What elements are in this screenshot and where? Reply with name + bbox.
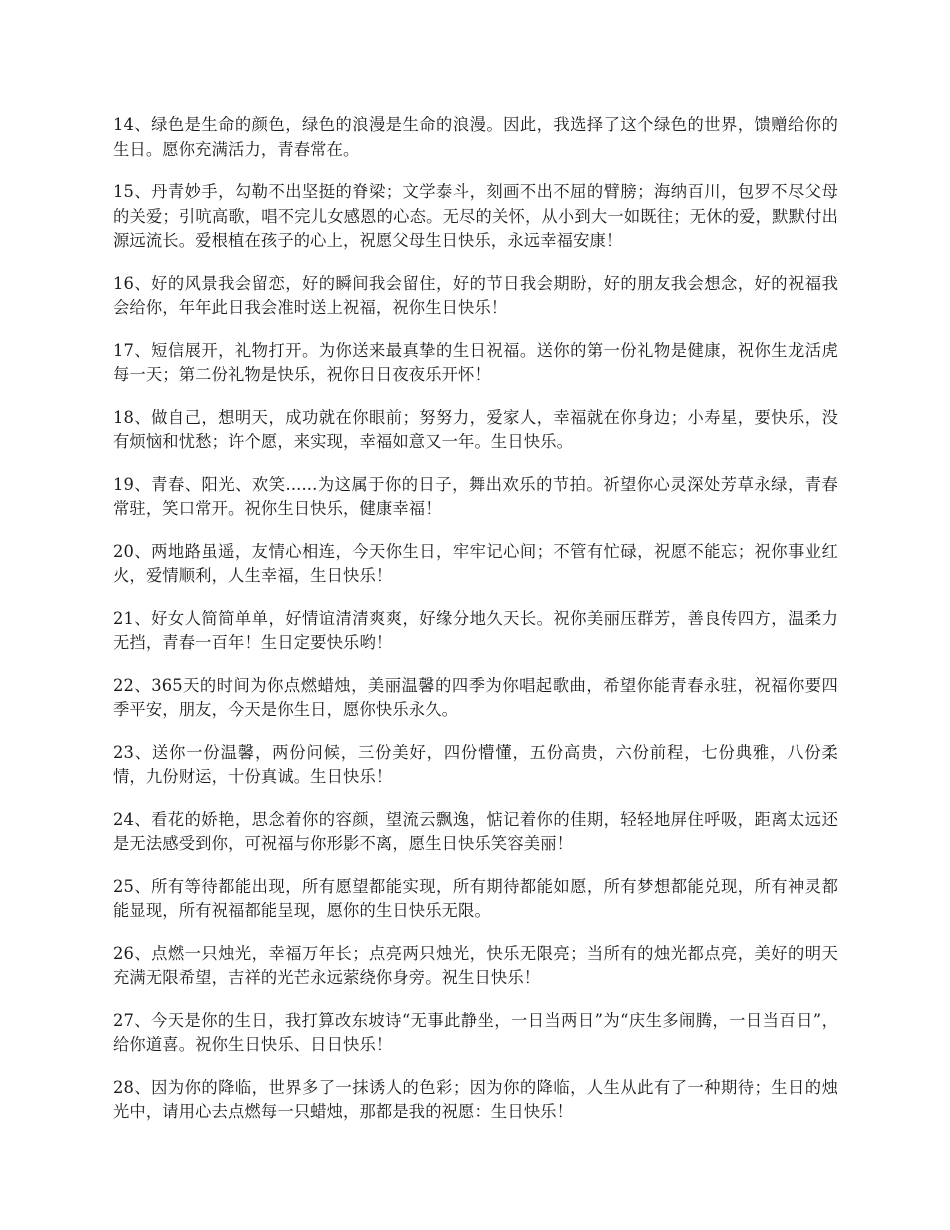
paragraph-26: 26、点燃一只烛光，幸福万年长；点亮两只烛光，快乐无限亮；当所有的烛光都点亮，美好的明天充满无限希望，吉祥的光芒永远萦绕你身旁。祝生日快乐！ bbox=[113, 943, 838, 987]
paragraph-20: 20、两地路虽遥，友情心相连，今天你生日，牢牢记心间；不管有忙碌，祝愿不能忘；祝你事业红火，爱情顺利，人生幸福，生日快乐！ bbox=[113, 541, 838, 585]
paragraph-16: 16、好的风景我会留恋，好的瞬间我会留住，好的节日我会期盼，好的朋友我会想念，好的祝福我会给你，年年此日我会准时送上祝福，祝你生日快乐！ bbox=[113, 273, 838, 317]
paragraph-25: 25、所有等待都能出现，所有愿望都能实现，所有期待都能如愿，所有梦想都能兑现，所有神灵都能显现，所有祝福都能呈现，愿你的生日快乐无限。 bbox=[113, 876, 838, 920]
paragraph-21: 21、好女人简简单单，好情谊清清爽爽，好缘分地久天长。祝你美丽压群芳，善良传四方，温柔力无挡，青春一百年！生日定要快乐哟！ bbox=[113, 608, 838, 652]
paragraph-23: 23、送你一份温馨，两份问候，三份美好，四份懵懂，五份高贵，六份前程，七份典雅，八份柔情，九份财运，十份真诚。生日快乐！ bbox=[113, 742, 838, 786]
paragraph-24: 24、看花的娇艳，思念着你的容颜，望流云飘逸，惦记着你的佳期，轻轻地屏住呼吸，距离太远还是无法感受到你，可祝福与你形影不离，愿生日快乐笑容美丽！ bbox=[113, 809, 838, 853]
paragraph-17: 17、短信展开，礼物打开。为你送来最真挚的生日祝福。送你的第一份礼物是健康，祝你生龙活虎每一天；第二份礼物是快乐，祝你日日夜夜乐开怀！ bbox=[113, 340, 838, 384]
paragraph-19: 19、青春、阳光、欢笑......为这属于你的日子，舞出欢乐的节拍。祈望你心灵深处芳草永绿，青春常驻，笑口常开。祝你生日快乐，健康幸福！ bbox=[113, 474, 838, 518]
paragraph-18: 18、做自己，想明天，成功就在你眼前；努努力，爱家人，幸福就在你身边；小寿星，要快乐，没有烦恼和忧愁；许个愿，来实现，幸福如意又一年。生日快乐。 bbox=[113, 407, 838, 451]
paragraph-15: 15、丹青妙手，勾勒不出坚挺的脊梁；文学泰斗，刻画不出不屈的臂膀；海纳百川，包罗不尽父母的关爱；引吭高歌，唱不完儿女感恩的心态。无尽的关怀，从小到大一如既往；无休的爱，默默付出源远流长。爱根植在孩子的心上，祝愿父母生日快乐，永远幸福安康！ bbox=[113, 182, 838, 250]
paragraph-22: 22、365天的时间为你点燃蜡烛，美丽温馨的四季为你唱起歌曲，希望你能青春永驻，祝福你要四季平安，朋友，今天是你生日，愿你快乐永久。 bbox=[113, 675, 838, 719]
paragraph-28: 28、因为你的降临，世界多了一抹诱人的色彩；因为你的降临，人生从此有了一种期待；生日的烛光中，请用心去点燃每一只蜡烛，那都是我的祝愿：生日快乐！ bbox=[113, 1077, 838, 1121]
paragraph-27: 27、今天是你的生日，我打算改东坡诗“无事此静坐，一日当两日”为“庆生多闹腾，一日当百日”，给你道喜。祝你生日快乐、日日快乐！ bbox=[113, 1010, 838, 1054]
paragraph-14: 14、绿色是生命的颜色，绿色的浪漫是生命的浪漫。因此，我选择了这个绿色的世界，馈赠给你的生日。愿你充满活力，青春常在。 bbox=[113, 115, 838, 159]
